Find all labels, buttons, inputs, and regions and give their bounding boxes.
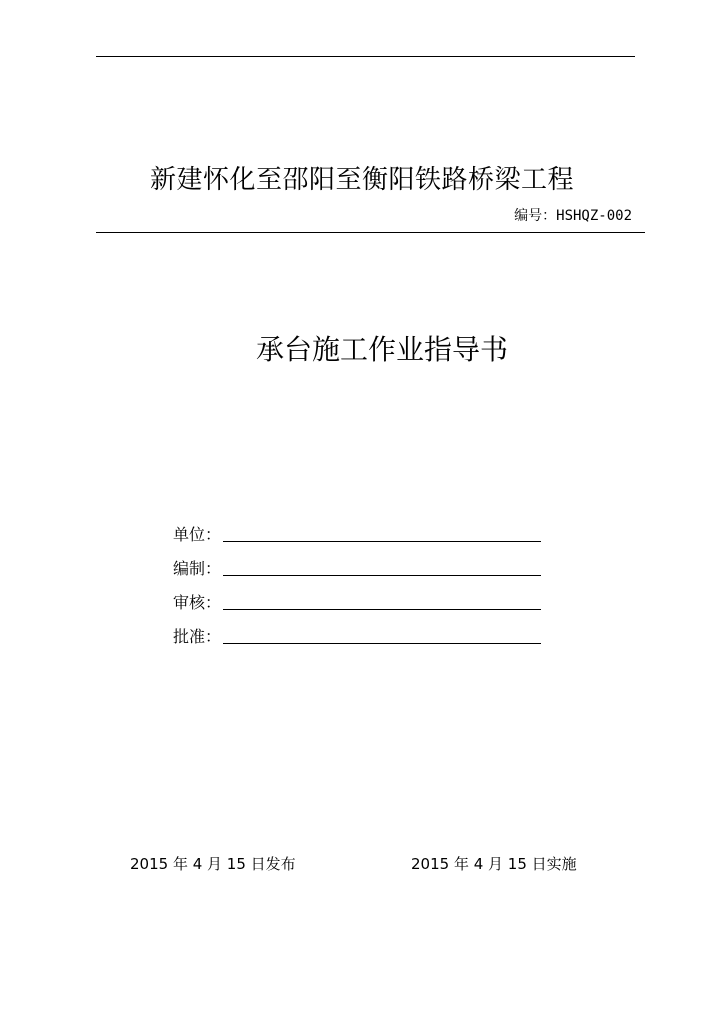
sign-label-compiler: 编制： bbox=[173, 559, 222, 578]
doc-number bbox=[514, 206, 632, 226]
doc-number-value: HSHQZ-002 bbox=[556, 208, 632, 224]
release-date: 2015 年 4 月 15 日发布 bbox=[130, 855, 296, 873]
sign-label-reviewer: 审核： bbox=[173, 593, 222, 612]
sign-line-reviewer bbox=[223, 608, 541, 610]
sign-line-compiler bbox=[223, 574, 541, 576]
sign-line-unit bbox=[223, 540, 541, 542]
sign-fields bbox=[173, 512, 553, 648]
main-title: 承台施工作业指导书 bbox=[255, 333, 508, 366]
sign-row-compiler bbox=[173, 546, 553, 580]
effective-date: 2015 年 4 月 15 日实施 bbox=[411, 855, 577, 873]
sign-label-unit: 单位： bbox=[173, 525, 222, 544]
sign-label-approver: 批准： bbox=[173, 627, 222, 646]
sign-row-approver bbox=[173, 614, 553, 648]
doc-number-label: 编号： bbox=[514, 208, 557, 224]
title-rule bbox=[96, 232, 645, 233]
header-rule bbox=[96, 56, 635, 57]
sign-line-approver bbox=[223, 642, 541, 644]
project-title: 新建怀化至邵阳至衡阳铁路桥梁工程 bbox=[149, 165, 574, 195]
sign-row-unit bbox=[173, 512, 553, 546]
sign-row-reviewer bbox=[173, 580, 553, 614]
